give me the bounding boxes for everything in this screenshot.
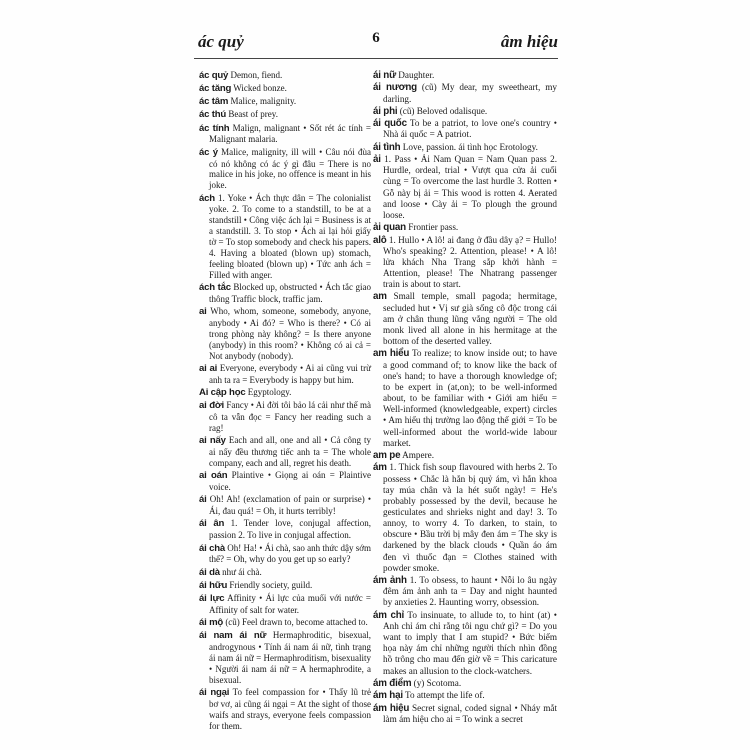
dictionary-entry [199,617,371,629]
entry-headword: ám hiệu [373,702,410,714]
dictionary-entry [199,282,371,305]
entry-definition: Ampere. [402,450,435,461]
entry-definition: (y) Scotoma. [413,677,462,688]
entry-definition: To be a patriot, to love one's country • Nhà ái quốc = A patriot. [383,118,557,140]
entry-definition: Each and all, one and all • Cả công ty ai nấy đều thương tiếc anh ta = The whole company, each and all, regret his death. [209,435,372,469]
entry-definition: Secret signal, coded signal • Nháy mắt làm ám hiệu cho ai = To wink a secret [383,702,558,724]
entry-definition: Daughter. [398,70,435,80]
dictionary-entry [373,462,557,574]
dictionary-entry [199,567,371,579]
entry-definition: (cũ) My dear, my sweetheart, my darling. [383,82,558,104]
right-guide-word: âm hiệu [500,32,558,51]
entry-headword: ám điểm [373,677,412,689]
dictionary-entry [373,154,557,221]
entry-headword: ai oán [199,470,228,482]
dictionary-entry [373,118,557,140]
entry-headword: ác tâm [199,96,229,108]
entry-headword: ải quan [373,222,406,234]
entry-headword: ái ân [199,518,225,530]
entry-definition: To insinuate, to allude to, to hint (at) • Anh chỉ ám chỉ rằng tôi ngu chứ gì? = Do you want to imply that I am stupid? • Bức biếm họa này ám chỉ những người thích nhìn đồng hồ trông cho mau đến giờ về = This caricature makes an allusion to the clock-watchers. [383,609,557,676]
entry-definition: Blocked up, obstructed • Ách tắc giao thông Traffic block, traffic jam. [209,282,371,305]
dictionary-entry [199,543,371,566]
entry-definition: như ái chà. [222,566,262,577]
left-guide-word: ác quỷ [198,32,244,51]
entry-definition: Plaintive • Giọng ai oán = Plaintive voice. [209,470,371,493]
dictionary-entry [373,575,557,608]
entry-definition: Oh! Ah! (exclamation of pain or surprise) • Ái, đau quá! = Oh, it hurts terribly! [209,494,372,517]
entry-definition: Friendly society, guild. [229,579,313,590]
entry-definition: Affinity • Ái lực của muối với nước = Affinity of salt for water. [209,592,371,615]
page-number: 6 [372,30,380,46]
dictionary-entry [373,450,557,461]
entry-headword: ám [373,462,387,474]
entry-headword: ái tình [373,141,401,153]
entry-definition: Malign, malignant • Sốt rét ác tính = Malignant malaria. [209,122,371,145]
entry-headword: ai [199,306,207,318]
dictionary-entry [373,703,557,725]
entry-headword: ái hữu [199,579,228,591]
dictionary-entry [199,109,371,121]
entry-definition: To attempt the life of. [404,690,485,701]
entry-definition: Beast of prey. [228,109,278,120]
entry-definition: To realize; to know inside out; to have a good command of; to know like the back of one's hand; to have a thorough knowledge of; to be expert in (at,on); to be well-informed about, to be familiar with • Giới am hiểu = Well-informed (knowledgeable, expert) circles • Am hiểu thị trường lao động thế giới = To be well-informed about the world-wide labour market. [383,348,557,448]
dictionary-entry [199,630,371,686]
entry-definition: Oh! Ha! • Ái chà, sao anh thức dậy sớm thế? = Oh, why do you get up so early? [209,542,371,565]
dictionary-entry [199,518,371,541]
entry-definition: 1. To obsess, to haunt • Nỗi lo âu ngày đêm ám ảnh anh ta = Day and night haunted by anxieties 2. Haunting worry, obsession. [383,575,558,608]
entry-headword: am [373,291,387,303]
entry-definition: Hermaphroditic, bisexual, androgynous • Tính ái nam ái nữ, tình trạng ái nam ái nữ = Hermaphroditism, bisexuality • Người ái nam ái nữ = A hermaphrodite, a bisexual. [209,630,371,685]
dictionary-entry [373,348,557,448]
entry-headword: alô [373,234,387,246]
dictionary-entry [199,435,371,469]
header-rule [194,58,558,59]
dictionary-entry [373,690,557,701]
entry-definition: Fancy • Ai đời tôi bảo lá cải như thế mà cô ta vẫn đọc = Fancy her reading such a rag! [209,400,371,434]
dictionary-entry [373,235,557,291]
dictionary-entry [199,306,371,362]
entry-headword: ái quốc [373,118,407,130]
dictionary-entry [373,142,557,153]
entry-headword: ái lực [199,592,225,604]
entry-headword: ái dà [199,566,220,578]
entry-definition: Who, whom, someone, somebody, anyone, anybody • Ai đó? = Who is there? • Có ai trong phòng này không? = Is there anyone (anybody) in this room? • Không có ai cả = Not anybody (nobody). [209,306,371,361]
entry-headword: ái nam ái nữ [199,630,267,641]
entry-headword: ám chỉ [373,609,405,621]
dictionary-entry [373,222,557,233]
entry-definition: Demon, fiend. [230,70,283,80]
right-column [373,70,557,726]
entry-headword: Ai cập học [199,387,246,399]
dictionary-entry [199,593,371,616]
dictionary-entry [199,193,371,282]
dictionary-entry [373,610,557,677]
dictionary-entry [199,83,371,95]
entry-definition: Malice, malignity. [230,96,297,107]
dictionary-entry [199,387,371,399]
entry-headword: ai nấy [199,435,226,447]
entry-definition: Love, passion. ái tình học Erotology. [402,141,538,152]
dictionary-entry [199,580,371,592]
entry-definition: Frontier pass. [408,222,459,233]
dictionary-entry [199,123,371,146]
entry-definition: (cũ) Feel drawn to, become attached to. [225,616,368,627]
dictionary-entry [373,70,557,81]
dictionary-entry [373,291,557,347]
entry-headword: ác tính [199,122,230,134]
entry-headword: ách tắc [199,282,231,294]
entry-definition: 1. Yoke • Ách thực dân = The colonialist yoke. 2. To come to a standstill, to be at a standstill • Công việc ách lại = Business is at a standstill. 3. To stop • Ách ai lại hỏi giấy tờ = To stop somebody and check his papers. 4. Having a bloated (blown up) stomach, feeling bloated (blown up) • Tức anh ách = Filled with anger. [209,192,372,281]
entry-definition: Wicked bonze. [233,83,287,94]
entry-headword: ái mộ [199,616,224,628]
entry-headword: ái phi [373,105,398,117]
page-header [194,26,558,56]
dictionary-entry [199,363,371,386]
dictionary-entry [199,470,371,493]
entry-headword: ám hại [373,690,403,702]
entry-headword: ác tăng [199,83,232,95]
entry-headword: ải [373,154,381,166]
entry-definition: Egyptology. [247,387,292,398]
entry-headword: ái chà [199,542,225,554]
dictionary-entry [199,687,371,732]
entry-headword: ác ý [199,146,218,158]
dictionary-entry [199,400,371,434]
entry-headword: ái nữ [373,70,396,81]
entry-definition: (cũ) Beloved odalisque. [399,105,488,116]
dictionary-entry [199,70,371,82]
dictionary-entry [373,82,557,104]
entry-headword: am pe [373,450,401,462]
entry-definition: Malice, malignity, ill will • Câu nói đùa có nó không có ác ý gì đâu = There is no malice in his joke, no offence is meant in his joke. [209,146,372,191]
entry-definition: 1. Thick fish soup flavoured with herbs 2. To possess • Chắc là hắn bị quỷ ám, vì hắn khoa tay múa chân và la hét suốt ngày! = He's probably possessed by the devil, because he gesticulates and shrieks night and day! 3. To annoy, to worry 4. To darken, to stain, to obscure • Bầu trời bị mây đen ám = The sky is darkened by the black clouds • Quần áo ám đen vì thuốc đạn = Clothes stained with powder smoke. [383,462,557,573]
dictionary-entry [199,96,371,108]
entry-definition: 1. Tender love, conjugal affection, passion 2. To live in conjugal affection. [209,518,371,541]
entry-headword: ác thú [199,109,227,121]
entry-headword: am hiểu [373,348,410,360]
entry-definition: 1. Hullo • A lô! ai đang ở đầu dây ạ? = Hullo! Who's speaking? 2. Attention, please! • A lô! lửa khách Nha Trang sắp khởi hành = Attention, please! The Nhatrang passenger train is about to start. [383,234,557,290]
entry-headword: ai đời [199,400,224,412]
dictionary-entry [199,147,371,192]
dictionary-entry [373,106,557,117]
entry-headword: ai ai [199,363,218,375]
entry-headword: ái [199,494,207,506]
entry-headword: ái nương [373,82,417,94]
entry-definition: Small temple, small pagoda; hermitage, secluded hut • Vị sư già sống cô độc trong cái am ở chân thung lũng vắng người = The old monk lived all alone in his hermitage at the bottom of the deserted valley. [383,291,557,347]
entry-definition: To feel compassion for • Thấy lũ trẻ bơ vơ, ai cũng ái ngại = At the sight of those waifs and strays, everyone feels compassion for them. [209,686,371,731]
left-column [199,70,371,733]
entry-headword: ác quỷ [199,70,229,81]
entry-headword: ách [199,192,215,204]
entry-headword: ái ngại [199,686,230,698]
entry-headword: ám ảnh [373,575,407,587]
entry-definition: Everyone, everybody • Ai ai cũng vui trừ anh ta ra = Everybody is happy but him. [209,363,371,386]
dictionary-entry [373,678,557,689]
entry-definition: 1. Pass • Ải Nam Quan = Nam Quan pass 2. Hurdle, ordeal, trial • Vượt qua cửa ải cuối cùng = To overcome the last hurdle 3. Rotten • Gỗ này bị ải = This wood is rotten 4. Aerated and loose • Cày ải = To plough the ground loose. [383,154,558,220]
dictionary-entry [199,494,371,517]
